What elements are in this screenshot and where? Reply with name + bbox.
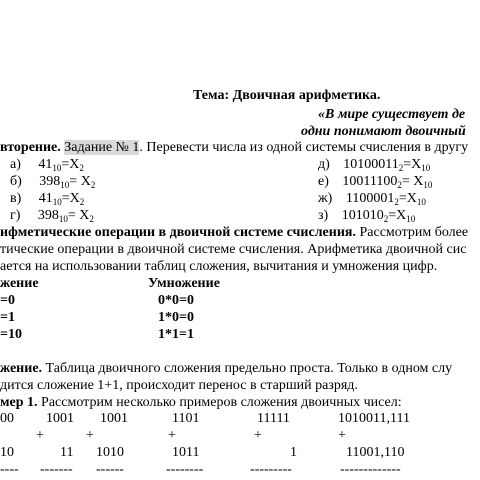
addend-top: 1001: [46, 411, 74, 426]
sum-line: -------: [40, 462, 73, 477]
addend-top: 1101: [172, 411, 200, 426]
sum-line: ---------: [250, 462, 292, 477]
plus-sign: +: [86, 428, 94, 443]
topic-heading: Тема: Двоичная арифметика.: [193, 88, 381, 103]
addition-row: =0: [0, 293, 15, 308]
section-text: ается на использовании таблиц сложения, вычитания и умножения цифр.: [0, 259, 438, 274]
addend-top: 00: [0, 411, 14, 426]
list-item: з) $101010_2=X_{10}$: [318, 208, 416, 224]
addend-bottom: 10: [0, 445, 14, 460]
task-label: Задание № 1: [64, 140, 140, 155]
sum-line: ----: [0, 462, 19, 477]
multiplication-row: 1*0=0: [158, 310, 194, 325]
list-item: в) $41_{10}=X_2$: [10, 191, 85, 207]
example-heading: мер 1.: [0, 395, 38, 410]
repetition-heading: вторение.: [0, 140, 61, 155]
addend-bottom: 1010: [96, 445, 124, 460]
addend-top: 11111: [257, 411, 290, 426]
sum-line: ------: [96, 462, 124, 477]
addition-heading: жение.: [0, 361, 43, 376]
addend-bottom: 11001,110: [346, 445, 405, 460]
addition-row: =1: [0, 310, 15, 325]
list-item: е) $10011100_2= X_{10}$: [318, 174, 433, 190]
task-text: . Перевести числа из одной системы счисления в другу: [139, 140, 469, 155]
plus-sign: +: [254, 428, 262, 443]
list-item: а) $41_{10}=X_2$: [10, 157, 84, 173]
plus-sign: +: [36, 428, 44, 443]
addend-bottom: 1: [290, 445, 297, 460]
addend-top: 1001: [100, 411, 128, 426]
epigraph-line-1: «В мире существует де: [318, 107, 466, 122]
multiplication-row: 1*1=1: [158, 327, 194, 342]
repetition-paragraph: [0, 140, 468, 156]
addend-bottom: 11: [60, 445, 74, 460]
epigraph-line-2: одни понимают двоичный: [301, 124, 466, 139]
example-paragraph: мер 1. Рассмотрим несколько примеров сложения двоичных чисел:: [0, 395, 402, 410]
multiplication-row: 0*0=0: [158, 293, 194, 308]
sum-line: --------: [166, 462, 204, 477]
list-item: б) $398_{10}= X_2$: [10, 174, 96, 190]
addend-bottom: 1011: [172, 445, 200, 460]
section-paragraph: ифметические операции в двоичной системе счисления. Рассмотрим более: [0, 225, 469, 240]
multiplication-table-header: Умножение: [148, 276, 220, 291]
plus-sign: +: [338, 428, 346, 443]
list-item: д) $10100011_2=X_{10}$: [318, 157, 431, 173]
addition-row: =10: [0, 327, 22, 342]
plus-sign: +: [168, 428, 176, 443]
section-text: тические операции в двоичной системе счисления. Арифметика двоичной сис: [0, 242, 467, 257]
viewer-top-area: [0, 0, 480, 45]
list-item: г) $398_{10}= X_2$: [10, 208, 94, 224]
addition-paragraph: жение. Таблица двоичного сложения предельно проста. Только в одном слу: [0, 361, 453, 376]
addition-text: дится сложение 1+1, происходит перенос в старший разряд.: [0, 378, 358, 393]
document-page: [0, 44, 480, 480]
list-item: ж) $1100001_2=X_{10}$: [318, 191, 426, 207]
sum-line: -------------: [340, 462, 401, 477]
addition-table-header: жение: [0, 276, 39, 291]
section-heading: ифметические операции в двоичной системе счисления.: [0, 225, 356, 240]
addend-top: 1010011,111: [338, 411, 410, 426]
